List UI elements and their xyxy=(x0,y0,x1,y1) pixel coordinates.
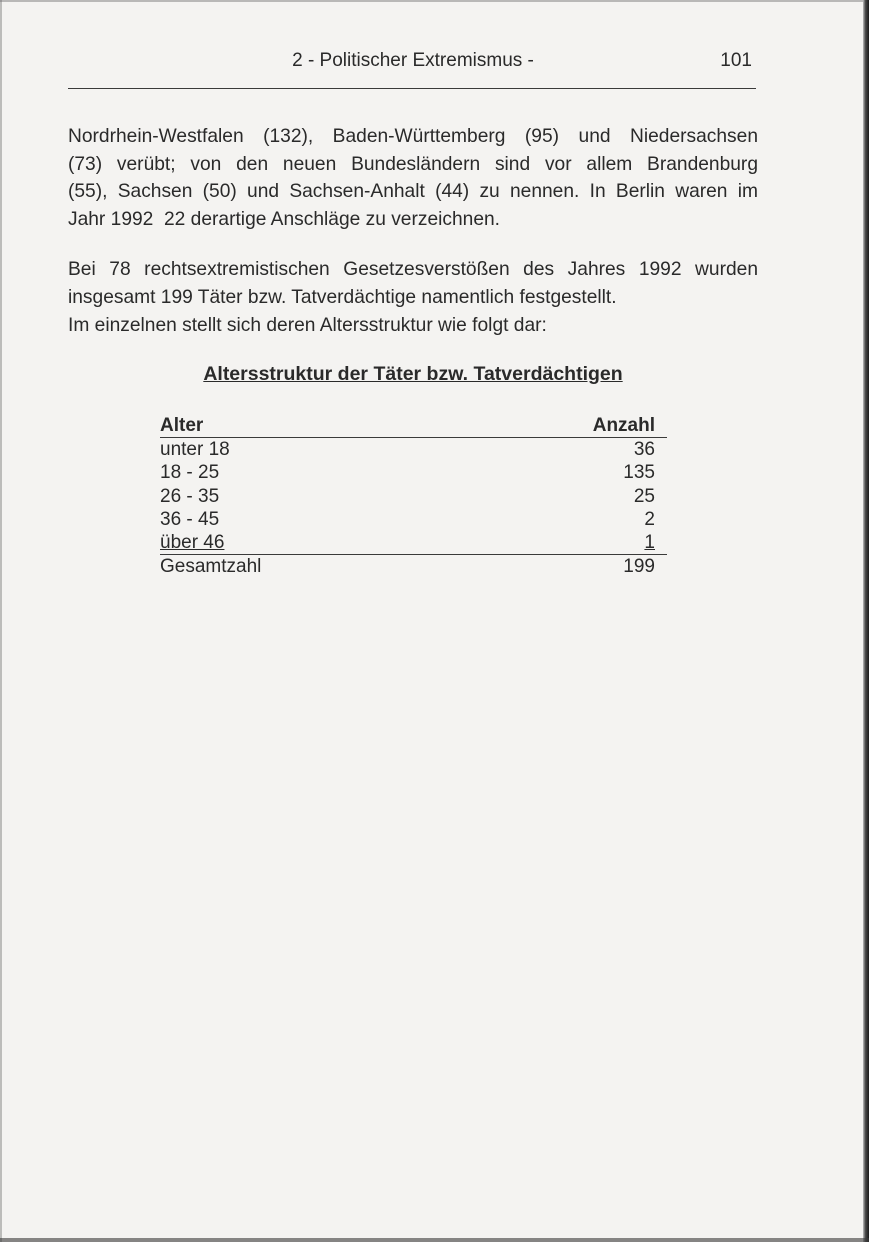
age-structure-table xyxy=(160,414,667,578)
paragraph-line: (55), Sachsen (50) und Sachsen-Anhalt (44) zu nennen. In Berlin waren im xyxy=(68,181,758,202)
count-cell: 1 xyxy=(644,531,655,553)
table-header-row xyxy=(160,414,667,438)
paragraph-2 xyxy=(68,256,758,311)
paragraph-line: (73) verübt; von den neuen Bundesländern sind vor allem Brandenburg xyxy=(68,153,758,175)
header-age: Alter xyxy=(160,415,204,436)
table-row xyxy=(160,485,667,508)
running-header xyxy=(68,46,758,76)
chapter-title: 2 - Politischer Extremismus - xyxy=(292,50,534,71)
paragraph-line: Nordrhein-Westfalen (132), Baden-Württemberg (95) und Niedersachsen xyxy=(68,126,758,147)
paragraph-line: Im einzelnen stellt sich deren Altersstruktur wie folgt dar: xyxy=(68,315,547,336)
table-row xyxy=(160,461,667,484)
count-cell: 135 xyxy=(623,462,655,484)
paragraph-line: Bei 78 rechtsextremistischen Gesetzesverstößen des Jahres 1992 wurden xyxy=(68,259,758,280)
table-total-row xyxy=(160,555,667,578)
table-row xyxy=(160,531,667,555)
page-number: 101 xyxy=(720,50,752,71)
total-count: 199 xyxy=(623,556,655,578)
age-cell: 18 - 25 xyxy=(160,462,220,484)
header-count: Anzahl xyxy=(592,415,655,436)
page-edge-bottom xyxy=(0,1238,869,1242)
table-title: Altersstruktur der Täter bzw. Tatverdächtigen xyxy=(203,363,623,385)
page-edge-left xyxy=(0,0,2,1242)
count-cell: 25 xyxy=(633,485,655,507)
page-edge-top xyxy=(0,0,869,2)
paragraph-line: insgesamt 199 Täter bzw. Tatverdächtige namentlich festgestellt. xyxy=(68,286,617,308)
age-cell: über 46 xyxy=(160,531,225,553)
paragraph-1 xyxy=(68,123,758,233)
total-label: Gesamtzahl xyxy=(160,556,262,578)
paragraph-line: Jahr 1992 22 derartige Anschläge zu verzeichnen. xyxy=(68,208,500,230)
age-cell: 36 - 45 xyxy=(160,508,220,530)
count-cell: 36 xyxy=(633,439,655,461)
count-cell: 2 xyxy=(644,508,655,530)
paragraph-3 xyxy=(68,312,758,340)
header-divider xyxy=(68,88,756,89)
table-row xyxy=(160,508,667,531)
page-edge-right xyxy=(863,0,869,1242)
age-cell: 26 - 35 xyxy=(160,485,220,507)
age-cell: unter 18 xyxy=(160,439,230,461)
table-row xyxy=(160,438,667,461)
